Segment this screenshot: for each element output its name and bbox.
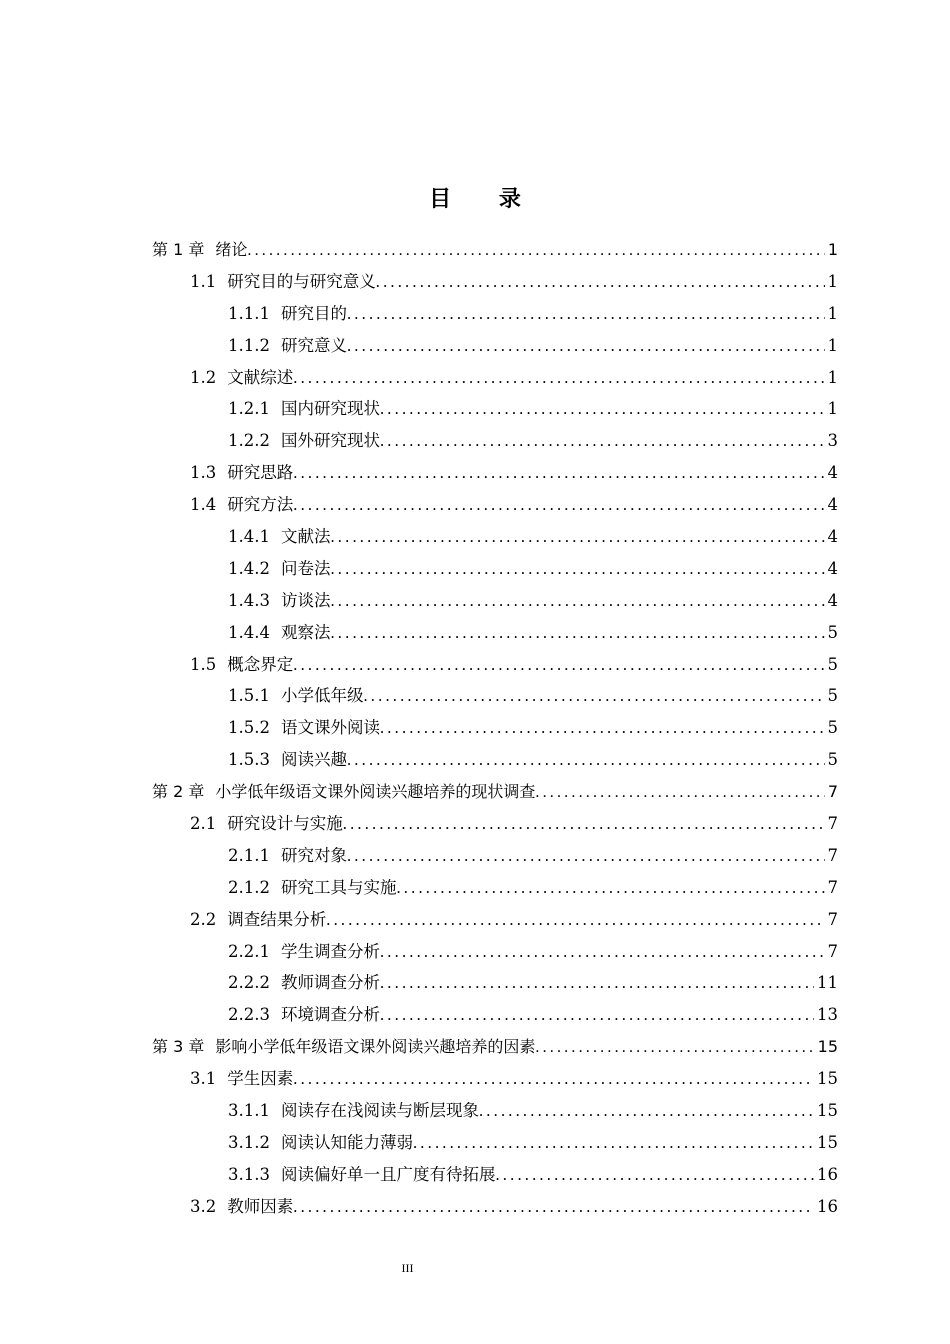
toc-entry-page: 15 — [817, 1037, 838, 1057]
toc-entry[interactable] — [152, 457, 838, 489]
toc-entry-title: 环境调查分析 — [280, 1005, 380, 1025]
toc-entry[interactable] — [152, 489, 838, 521]
toc-entry-number: 3.1.1 — [228, 1101, 270, 1121]
page-title: 目 录 — [429, 186, 541, 212]
toc-entry[interactable] — [152, 266, 838, 298]
toc-entry-page: 5 — [827, 654, 838, 674]
toc-entry-page: 11 — [817, 973, 838, 993]
toc-entry-title: 教师因素 — [227, 1196, 294, 1216]
toc-dot-leader — [293, 362, 824, 394]
toc-entry-page: 15 — [817, 1132, 838, 1152]
toc-entry-title: 阅读存在浅阅读与断层现象 — [280, 1101, 479, 1121]
toc-entry-title: 语文课外阅读 — [280, 718, 380, 738]
toc-entry-title: 阅读兴趣 — [280, 750, 347, 770]
toc-dot-leader — [330, 553, 824, 585]
toc-entry-page: 5 — [827, 686, 838, 706]
toc-entry[interactable] — [152, 553, 838, 585]
toc-entry-title: 国内研究现状 — [280, 399, 380, 419]
toc-entry-page: 7 — [827, 845, 838, 865]
toc-dot-leader — [247, 235, 824, 267]
toc-entry-title: 绪论 — [215, 240, 248, 259]
toc-entry-page: 16 — [817, 1164, 838, 1184]
toc-entry-title: 影响小学低年级语文课外阅读兴趣培养的因素 — [215, 1037, 536, 1057]
toc-dot-leader — [293, 457, 824, 489]
toc-entry-page: 5 — [827, 718, 838, 738]
toc-entry-number: 第 1 章 — [152, 240, 205, 259]
toc-dot-leader — [380, 936, 825, 968]
toc-entry-number: 1.1.2 — [228, 335, 270, 355]
toc-entry-title: 学生因素 — [227, 1069, 294, 1089]
toc-dot-leader — [380, 712, 825, 744]
toc-dot-leader — [293, 489, 824, 521]
toc-entry-number: 3.2 — [190, 1196, 217, 1216]
toc-dot-leader — [343, 808, 825, 840]
toc-entry-number: 1.5.2 — [228, 718, 270, 738]
toc-dot-leader — [363, 680, 824, 712]
toc-entry-page: 5 — [827, 750, 838, 770]
toc-entry-number: 2.1.1 — [228, 845, 270, 865]
toc-entry-title: 研究工具与实施 — [280, 877, 397, 897]
toc-entry-title: 研究目的与研究意义 — [227, 271, 376, 291]
toc-dot-leader — [376, 266, 825, 298]
toc-dot-leader — [535, 777, 824, 809]
toc-entry-page: 1 — [827, 240, 838, 259]
toc-entry[interactable] — [152, 521, 838, 553]
toc-entry-title: 文献综述 — [227, 367, 294, 387]
toc-dot-leader — [330, 521, 824, 553]
toc-entry[interactable] — [152, 967, 838, 999]
toc-entry-page: 1 — [827, 367, 838, 387]
toc-entry-title: 研究设计与实施 — [227, 814, 343, 834]
toc-entry-page: 7 — [827, 782, 838, 802]
toc-entry-title: 国外研究现状 — [280, 431, 380, 451]
toc-entry-number: 2.2.2 — [228, 973, 270, 993]
toc-entry-title: 访谈法 — [280, 590, 331, 610]
toc-entry[interactable] — [152, 1191, 838, 1223]
toc-entry-title: 研究目的 — [280, 303, 347, 323]
toc-entry-page: 7 — [827, 941, 838, 961]
toc-entry[interactable] — [152, 1095, 838, 1127]
toc-entry[interactable] — [152, 808, 838, 840]
toc-entry-title: 研究思路 — [227, 463, 294, 483]
toc-entry-page: 7 — [827, 877, 838, 897]
toc-entry-number: 3.1.3 — [228, 1164, 270, 1184]
toc-entry-number: 1.5.3 — [228, 750, 270, 770]
toc-entry[interactable] — [152, 425, 838, 457]
toc-entry-page: 3 — [827, 431, 838, 451]
toc-entry-title: 小学低年级 — [280, 686, 364, 706]
toc-entry-number: 3.1 — [190, 1069, 217, 1089]
toc-entry-number: 1.2.2 — [228, 431, 270, 451]
toc-entry[interactable] — [152, 585, 838, 617]
toc-entry-number: 2.2.1 — [228, 941, 270, 961]
toc-entry-title: 调查结果分析 — [227, 909, 327, 929]
toc-entry-number: 3.1.2 — [228, 1132, 270, 1152]
toc-entry-page: 15 — [817, 1101, 838, 1121]
toc-entry-page: 4 — [827, 527, 838, 547]
toc-dot-leader — [347, 744, 825, 776]
toc-dot-leader — [380, 393, 825, 425]
toc-entry-number: 2.1 — [190, 814, 217, 834]
toc-entry[interactable] — [152, 712, 838, 744]
toc-entry-title: 观察法 — [280, 622, 331, 642]
toc-entry[interactable] — [152, 680, 838, 712]
toc-entry-page: 1 — [827, 303, 838, 323]
toc-dot-leader — [380, 425, 825, 457]
toc-entry-page: 1 — [827, 399, 838, 419]
toc-entry[interactable] — [152, 1063, 838, 1095]
toc-entry-number: 1.5 — [190, 654, 217, 674]
toc-dot-leader — [326, 904, 824, 936]
toc-entry-number: 1.4.4 — [228, 622, 270, 642]
toc-entry-title: 阅读认知能力薄弱 — [280, 1132, 413, 1152]
toc-entry-number: 1.5.1 — [228, 686, 270, 706]
toc-dot-leader — [479, 1095, 814, 1127]
toc-entry-number: 第 3 章 — [152, 1037, 205, 1057]
toc-dot-leader — [380, 999, 814, 1031]
toc-dot-leader — [347, 298, 825, 330]
toc-entry[interactable] — [152, 393, 838, 425]
toc-entry-page: 1 — [827, 271, 838, 291]
toc-entry-number: 第 2 章 — [152, 782, 205, 802]
toc-entry-title: 教师调查分析 — [280, 973, 380, 993]
toc-dot-leader — [413, 1127, 814, 1159]
toc-entry-number: 1.2 — [190, 367, 217, 387]
toc-entry[interactable] — [152, 904, 838, 936]
toc-dot-leader — [396, 872, 824, 904]
toc-entry-title: 文献法 — [280, 527, 331, 547]
toc-entry[interactable] — [152, 776, 838, 808]
toc-entry[interactable] — [152, 1127, 838, 1159]
toc-entry[interactable] — [152, 1159, 838, 1191]
page-number: III — [401, 1261, 414, 1275]
toc-dot-leader — [330, 585, 824, 617]
toc-entry-title: 研究方法 — [227, 495, 294, 515]
toc-entry[interactable] — [152, 1031, 838, 1063]
toc-entry-title: 问卷法 — [280, 558, 331, 578]
toc-entry-page: 16 — [817, 1196, 838, 1216]
toc-entry-page: 4 — [827, 558, 838, 578]
toc-entry-title: 学生调查分析 — [280, 941, 380, 961]
toc-entry[interactable] — [152, 840, 838, 872]
toc-entry-number: 2.1.2 — [228, 877, 270, 897]
toc-entry[interactable] — [152, 330, 838, 362]
toc-entry-number: 1.4.1 — [228, 527, 270, 547]
toc-entry[interactable] — [152, 617, 838, 649]
toc-dot-leader — [293, 1063, 814, 1095]
toc-entry-page: 7 — [827, 909, 838, 929]
toc-dot-leader — [293, 649, 824, 681]
toc-entry[interactable] — [152, 298, 838, 330]
toc-entry-number: 1.1.1 — [228, 303, 270, 323]
toc-dot-leader — [380, 967, 814, 999]
table-of-contents — [152, 234, 838, 1223]
toc-entry-title: 小学低年级语文课外阅读兴趣培养的现状调查 — [215, 782, 536, 802]
toc-dot-leader — [347, 840, 825, 872]
toc-entry[interactable] — [152, 999, 838, 1031]
toc-entry[interactable] — [152, 234, 838, 266]
toc-entry-page: 4 — [827, 495, 838, 515]
toc-dot-leader — [330, 617, 824, 649]
toc-entry-number: 2.2.3 — [228, 1005, 270, 1025]
toc-dot-leader — [293, 1191, 814, 1223]
toc-entry-number: 2.2 — [190, 909, 217, 929]
toc-entry-title: 概念界定 — [227, 654, 294, 674]
toc-entry-page: 1 — [827, 335, 838, 355]
toc-dot-leader — [535, 1032, 814, 1064]
toc-entry-page: 4 — [827, 463, 838, 483]
toc-entry-title: 研究对象 — [280, 845, 347, 865]
toc-entry-page: 15 — [817, 1069, 838, 1089]
toc-entry-page: 4 — [827, 590, 838, 610]
toc-entry[interactable] — [152, 936, 838, 968]
toc-entry-page: 7 — [827, 814, 838, 834]
toc-dot-leader — [495, 1159, 814, 1191]
toc-entry[interactable] — [152, 744, 838, 776]
toc-entry-title: 研究意义 — [280, 335, 347, 355]
toc-entry-number: 1.4.3 — [228, 590, 270, 610]
toc-entry-number: 1.4.2 — [228, 558, 270, 578]
toc-entry-number: 1.1 — [190, 271, 217, 291]
toc-entry-number: 1.4 — [190, 495, 217, 515]
toc-entry-number: 1.3 — [190, 463, 217, 483]
toc-entry-title: 阅读偏好单一且广度有待拓展 — [280, 1164, 496, 1184]
toc-entry[interactable] — [152, 649, 838, 681]
toc-entry[interactable] — [152, 362, 838, 394]
toc-entry-page: 5 — [827, 622, 838, 642]
toc-entry-number: 1.2.1 — [228, 399, 270, 419]
toc-entry-page: 13 — [817, 1005, 838, 1025]
toc-dot-leader — [347, 330, 825, 362]
toc-entry[interactable] — [152, 872, 838, 904]
